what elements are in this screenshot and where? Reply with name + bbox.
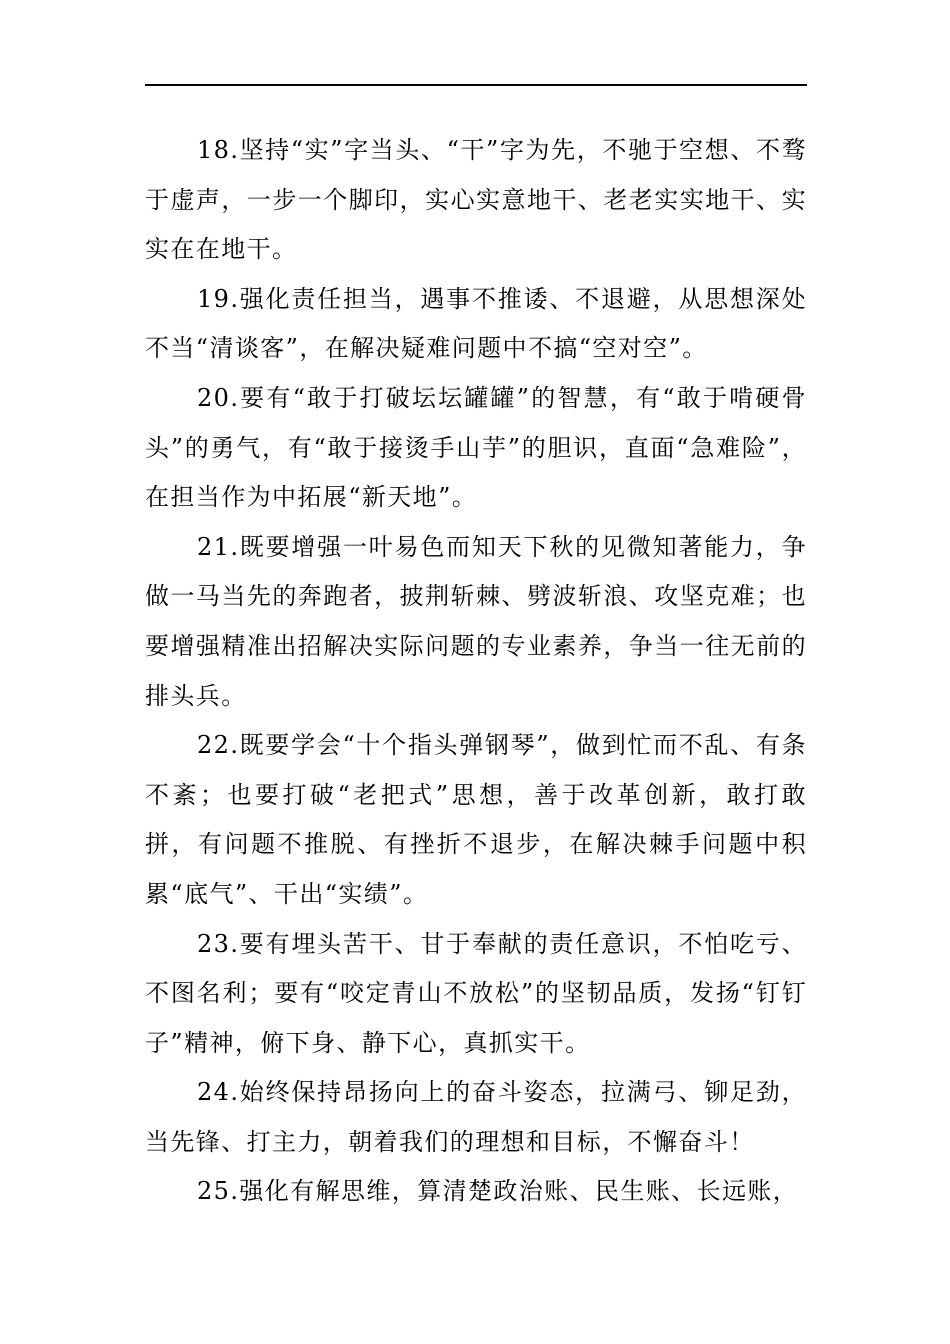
paragraph-21: 21.既要增强一叶易色而知天下秋的见微知著能力，争做一马当先的奔跑者，披荆斩棘、劈波斩浪、攻坚克难；也要增强精准出招解决实际问题的专业素养，争当一往无前的排头兵。: [145, 532, 807, 710]
paragraph-23: 23.要有埋头苦干、甘于奉献的责任意识，不怕吃亏、不图名利；要有“咬定青山不放松”的坚韧品质，发扬“钉钉子”精神，俯下身、静下心，真抓实干。: [145, 929, 807, 1057]
paragraph-20: 20.要有“敢于打破坛坛罐罐”的智慧，有“敢于啃硬骨头”的勇气，有“敢于接烫手山芋”的胆识，直面“急难险”，在担当作为中拓展“新天地”。: [145, 383, 807, 512]
document-body: [145, 126, 807, 1217]
header-rule: [145, 84, 807, 86]
paragraph-19: 19.强化责任担当，遇事不推诿、不退避，从思想深处不当“清谈客”，在解决疑难问题中不搞“空对空”。: [145, 284, 807, 363]
paragraph-25: 25.强化有解思维，算清楚政治账、民生账、长远账，: [197, 1177, 799, 1206]
paragraph-18: 18.坚持“实”字当头、“干”字为先，不驰于空想、不骛于虚声，一步一个脚印，实心实意地干、老老实实地干、实实在在地干。: [145, 136, 807, 264]
paragraph-22: 22.既要学会“十个指头弹钢琴”，做到忙而不乱、有条不紊；也要打破“老把式”思想，善于改革创新，敢打敢拼，有问题不推脱、有挫折不退步，在解决棘手问题中积累“底气”、干出“实绩”。: [145, 731, 807, 908]
paragraph-24: 24.始终保持昂扬向上的奋斗姿态，拉满弓、铆足劲，当先锋、打主力，朝着我们的理想和目标，不懈奋斗！: [145, 1078, 807, 1156]
